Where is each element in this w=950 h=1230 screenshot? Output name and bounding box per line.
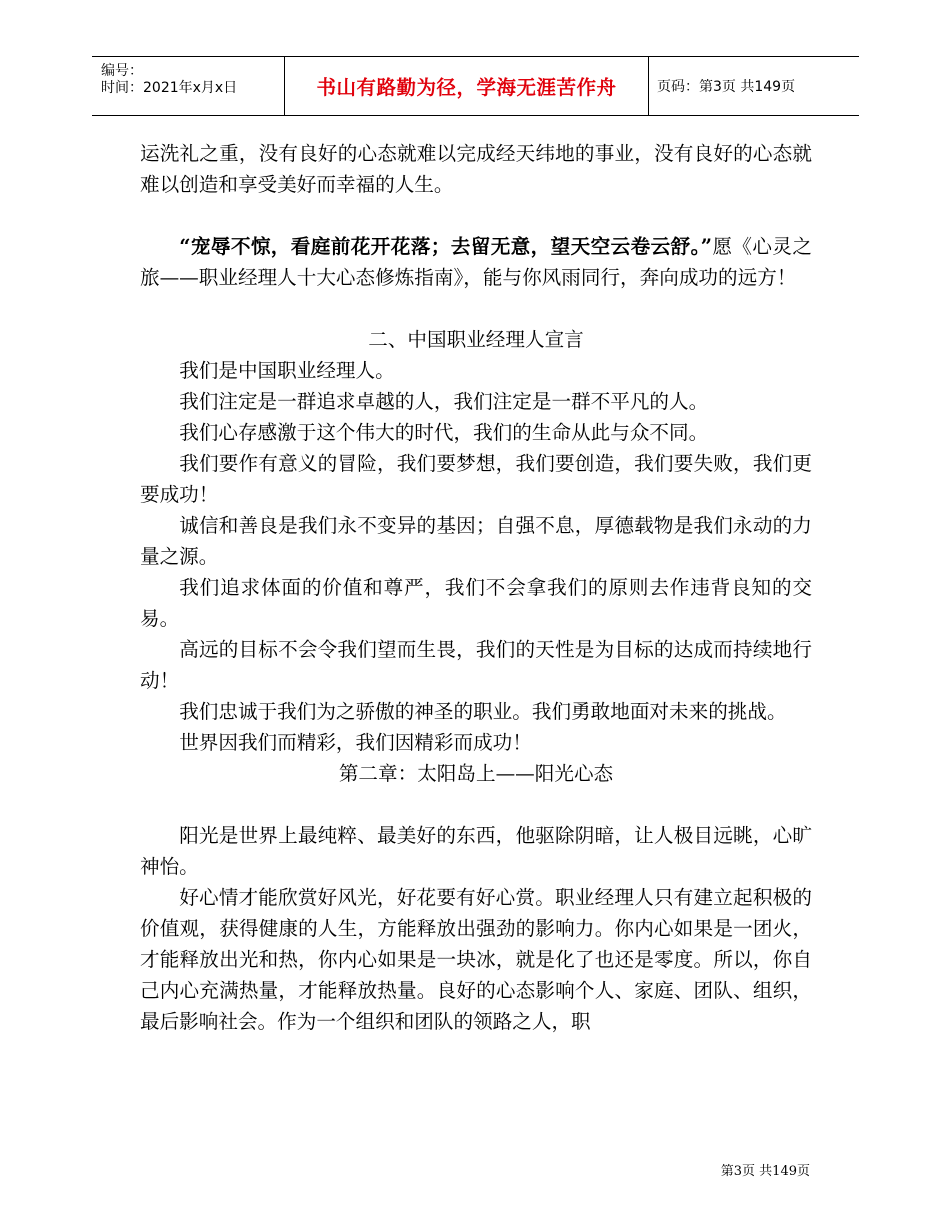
document-time-label: 时间：2021年x月x日 bbox=[101, 80, 238, 96]
manifesto-line: 我们忠诚于我们为之骄傲的神圣的职业。我们勇敢地面对未来的挑战。 bbox=[179, 700, 787, 723]
manifesto-line: 我们要作有意义的冒险，我们要梦想，我们要创造，我们要失败，我们更要成功！ bbox=[140, 452, 812, 506]
manifesto-line: 诚信和善良是我们永不变异的基因；自强不息，厚德载物是我们永动的力量之源。 bbox=[140, 514, 812, 568]
paragraph-gap bbox=[140, 200, 812, 231]
chapter-paragraph: 好心情才能欣赏好风光，好花要有好心赏。职业经理人只有建立起积极的价值观，获得健康的人生，方能释放出强劲的影响力。你内心如果是一团火，才能释放出光和热，你内心如果是一块冰，就是化了也还是零度。所以，你自己内心充满热量，才能释放热量。良好的心态影响个人、家庭、团队、组织，最后影响社会。作为一个组织和团队的领路之人，职 bbox=[140, 886, 812, 1033]
paragraph-quote bbox=[140, 231, 812, 293]
page-footer: 第3页 共149页 bbox=[720, 1164, 810, 1179]
quote-bold-text: “宠辱不惊，看庭前花开花落；去留无意，望天空云卷云舒。” bbox=[179, 235, 713, 258]
manifesto-line: 我们注定是一群追求卓越的人，我们注定是一群不平凡的人。 bbox=[179, 390, 709, 413]
header-page-cell bbox=[649, 57, 859, 115]
section-heading: 二、中国职业经理人宣言 bbox=[368, 328, 584, 351]
document-body bbox=[140, 138, 812, 1037]
manifesto-line: 我们心存感激于这个伟大的时代，我们的生命从此与众不同。 bbox=[179, 421, 709, 444]
paragraph-gap bbox=[140, 789, 812, 820]
paragraph-intro: 运洗礼之重，没有良好的心态就难以完成经天纬地的事业，没有良好的心态就难以创造和享受美好而幸福的人生。 bbox=[140, 142, 812, 196]
manifesto-line: 世界因我们而精彩，我们因精彩而成功！ bbox=[179, 731, 532, 754]
chapter-paragraph: 阳光是世界上最纯粹、最美好的东西，他驱除阴暗，让人极目远眺，心旷神怡。 bbox=[140, 824, 812, 878]
manifesto-line: 我们是中国职业经理人。 bbox=[179, 359, 395, 382]
manifesto-line: 我们追求体面的价值和尊严，我们不会拿我们的原则去作违背良知的交易。 bbox=[140, 576, 812, 630]
header-page-number: 页码：第3页 共149页 bbox=[657, 79, 796, 95]
document-number-label: 编号： bbox=[101, 63, 143, 79]
header-motto: 书山有路勤为径，学海无涯苦作舟 bbox=[316, 76, 617, 99]
header-motto-cell bbox=[285, 57, 649, 115]
page-header bbox=[92, 56, 859, 116]
manifesto-line: 高远的目标不会令我们望而生畏，我们的天性是为目标的达成而持续地行动！ bbox=[140, 638, 812, 692]
chapter-heading: 第二章：太阳岛上——阳光心态 bbox=[338, 762, 614, 785]
paragraph-gap bbox=[140, 293, 812, 324]
quote-rest-text: 愿《心灵之旅——职业经理人十大心态修炼指南》，能与你风雨同行，奔向成功的远方！ bbox=[140, 235, 812, 289]
header-meta-cell bbox=[92, 57, 285, 115]
